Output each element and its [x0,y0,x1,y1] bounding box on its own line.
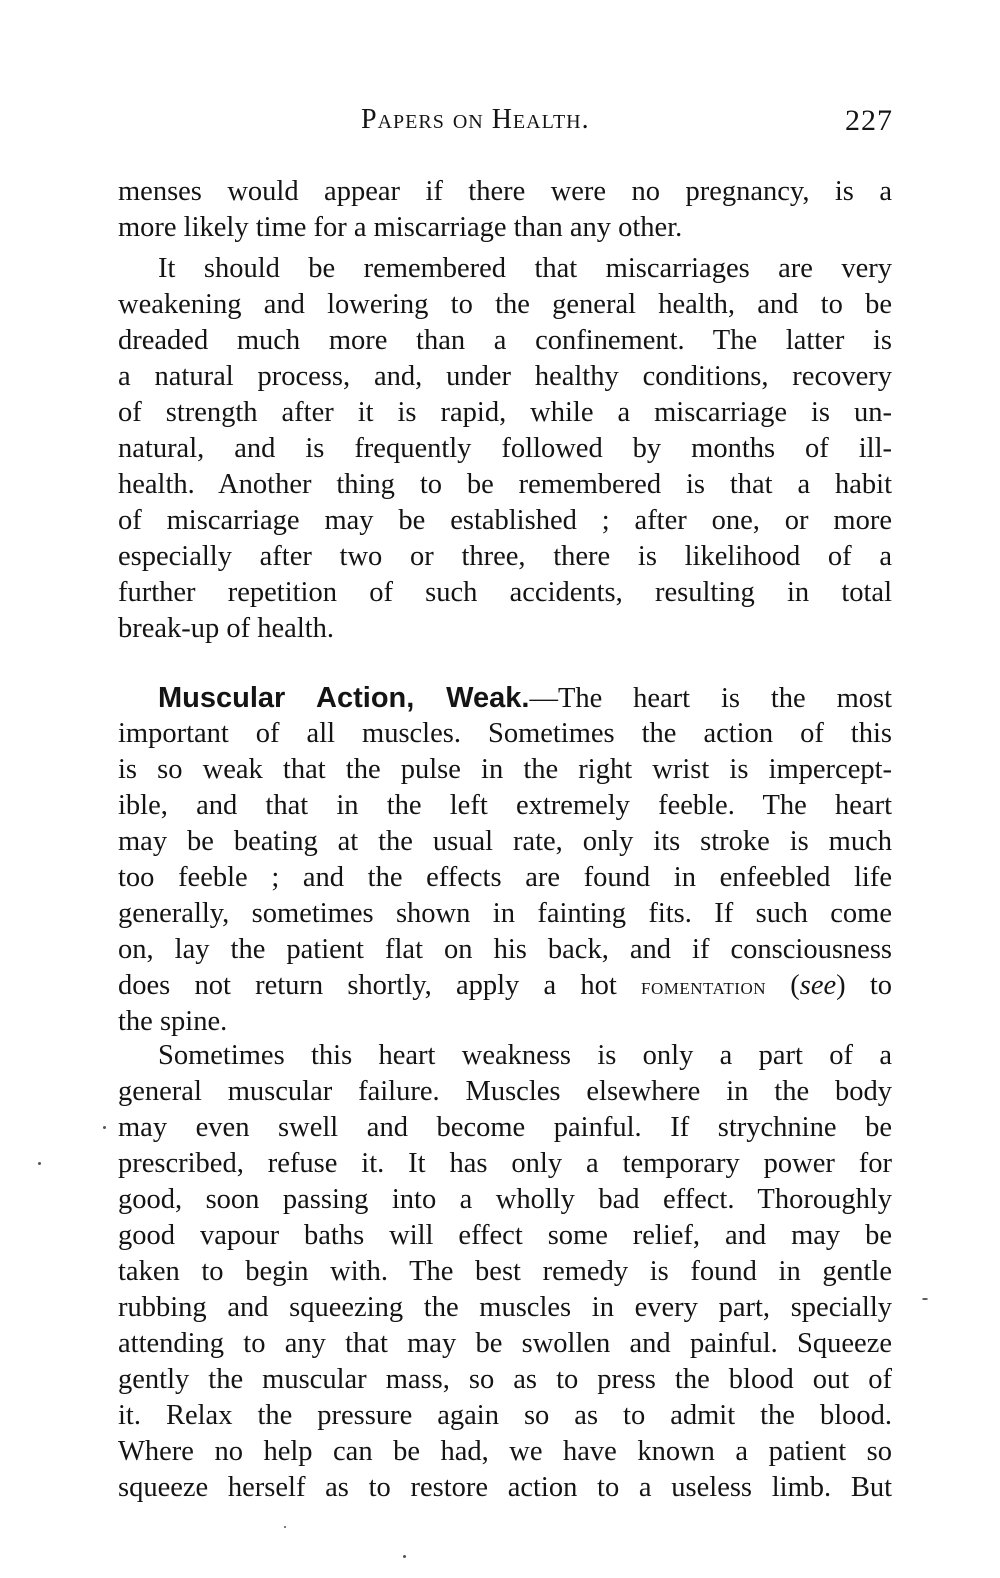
text-line: generally, sometimes shown in fainting fits. If such come [118,898,892,929]
text-line: Sometimes this heart weakness is only a part of a [158,1040,892,1071]
scan-speck [922,1298,928,1300]
crossref-line [118,968,892,1004]
text-line: ible, and that in the left extremely feeble. The heart [118,790,892,821]
scan-speck [38,1162,41,1165]
scan-speck [403,1555,406,1558]
entry-first-line [118,680,892,716]
text-line: taken to begin with. The best remedy is found in gentle [118,1256,892,1287]
text-line: of miscarriage may be established ; after one, or more [118,505,892,536]
crossref-line-text-end: to [869,970,893,1001]
running-header [361,104,893,144]
entry-heading: Muscular Action, Weak. [158,682,530,714]
text-line: is so weak that the pulse in the right wrist is impercept- [118,754,892,785]
scan-speck [103,1126,106,1129]
text-line: good, soon passing into a wholly bad effect. Thoroughly [118,1184,892,1215]
text-line: a natural process, and, under healthy conditions, recovery [118,361,892,392]
page-number: 227 [845,104,893,137]
text-line: Where no help can be had, we have known a patient so [118,1436,892,1467]
text-line: of strength after it is rapid, while a miscarriage is un- [118,397,892,428]
text-line: natural, and is frequently followed by months of ill- [118,433,892,464]
running-head-title: Papers on Health. [361,104,590,135]
em-dash: — [529,683,558,714]
text-line: rubbing and squeezing the muscles in every part, specially [118,1292,892,1323]
text-line: menses would appear if there were no pregnancy, is a [118,176,892,207]
text-line: more likely time for a miscarriage than any other. [118,212,683,243]
text-line: It should be remembered that miscarriages are very [158,253,892,284]
crossref-fomentation-link[interactable]: fomentation [641,974,767,1000]
see-reference: see [799,970,837,1001]
text-line: further repetition of such accidents, resulting in total [118,577,892,608]
text-line: break-up of health. [118,613,335,644]
text-line: gently the muscular mass, so as to press the blood out of [118,1364,892,1395]
text-line: squeeze herself as to restore action to a useless limb. But [118,1472,892,1503]
text-line: may even swell and become painful. If strychnine be [118,1112,892,1143]
text-line: good vapour baths will effect some relief, and may be [118,1220,892,1251]
paren-close: ) [836,970,846,1001]
text-line: too feeble ; and the effects are found in enfeebled life [118,862,892,893]
text-line: may be beating at the usual rate, only its stroke is much [118,826,892,857]
text-line: on, lay the patient flat on his back, and if consciousness [118,934,892,965]
paren-open: ( [790,970,800,1001]
text-line: weakening and lowering to the general health, and to be [118,289,892,320]
text-line: the spine. [118,1006,228,1037]
text-line: dreaded much more than a confinement. The latter is [118,325,892,356]
text-line: health. Another thing to be remembered is that a habit [118,469,892,500]
crossref-line-text: does not return shortly, apply a hot [118,970,617,1001]
entry-first-line-text: The heart is the most [557,683,892,714]
scan-speck [284,1526,286,1528]
text-line: attending to any that may be swollen and painful. Squeeze [118,1328,892,1359]
text-line: it. Relax the pressure again so as to admit the blood. [118,1400,892,1431]
text-line: especially after two or three, there is likelihood of a [118,541,892,572]
text-line: important of all muscles. Sometimes the action of this [118,718,892,749]
text-line: prescribed, refuse it. It has only a temporary power for [118,1148,892,1179]
text-line: general muscular failure. Muscles elsewhere in the body [118,1076,892,1107]
